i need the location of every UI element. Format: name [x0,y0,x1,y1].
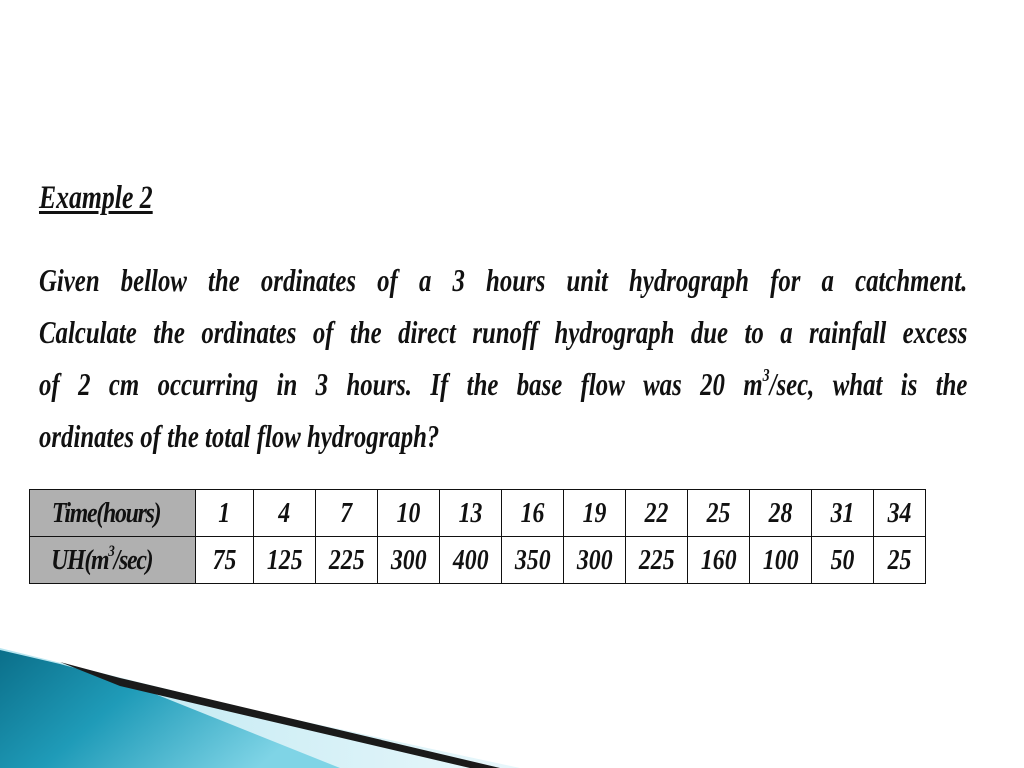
paragraph-word: ordinates [201,314,297,350]
paragraph-word: is [900,366,918,402]
paragraph-word: Given [39,262,100,298]
paragraph-word: Calculate [39,314,137,350]
paragraph-word: of [312,314,334,350]
paragraph-word: ordinates [260,262,356,298]
time-cell: 13 [440,490,502,537]
paragraph-word: of [39,366,60,402]
time-cell: 19 [564,490,626,537]
paragraph-word: a [418,262,432,298]
paragraph-word: hydrograph [554,314,675,350]
uh-cell: 100 [750,537,812,584]
time-cell: 31 [812,490,874,537]
paragraph-word: hydrograph [629,262,749,298]
paragraph-line-1 [39,258,967,310]
paragraph-word: the [349,314,382,350]
paragraph-word: a [821,262,834,298]
paragraph-word: cm [108,366,140,402]
unit-hydrograph-table [29,489,926,584]
paragraph-word: 3 [315,366,329,402]
paragraph-word: the [466,366,499,402]
paragraph-word: runoff [472,314,539,350]
paragraph-word: 3 [452,262,465,298]
time-hours-header: Time(hours) [30,490,196,537]
table-row-uh [30,537,926,584]
time-cell: 10 [378,490,440,537]
paragraph-word: what [832,366,883,402]
uh-cell: 350 [502,537,564,584]
paragraph-word: hours [486,262,546,298]
paragraph-word: bellow [120,262,187,298]
paragraph-word: 2 [78,366,91,402]
table-row-time [30,490,926,537]
paragraph-word: a [780,314,793,350]
paragraph-word: occurring [157,366,259,402]
uh-cell: 300 [564,537,626,584]
paragraph-line-4: ordinates of the total flow hydrograph? [39,418,440,454]
paragraph-word: for [770,262,801,298]
paragraph-word: base [516,366,563,402]
uh-cell: 25 [874,537,926,584]
time-cell: 28 [750,490,812,537]
example-heading: Example 2 [39,180,153,216]
paragraph-word: unit [566,262,608,298]
paragraph-word: flow [580,366,625,402]
uh-header: $UH(m^3/\sec)$ [30,537,196,584]
paragraph-word: $m^3/\sec$, [743,365,815,402]
uh-cell: 400 [440,537,502,584]
time-cell: 4 [254,490,316,537]
paragraph-word: the [153,314,185,350]
paragraph-word: was [643,366,682,402]
paragraph-word: hours. [346,366,412,402]
paragraph-word: If [430,366,449,402]
time-cell: 22 [626,490,688,537]
time-cell: 34 [874,490,926,537]
teal-wave-shape [0,650,340,768]
time-cell: 25 [688,490,750,537]
paragraph-word: to [744,314,764,350]
uh-cell: 225 [316,537,378,584]
paragraph-word: direct [398,314,456,350]
paragraph-line-2 [39,310,967,362]
uh-cell: 125 [254,537,316,584]
paragraph-word: the [208,262,240,298]
time-cell: 1 [196,490,254,537]
paragraph-word: in [276,366,298,402]
superscript-exponent: 3 [762,365,770,385]
uh-cell: 300 [378,537,440,584]
paragraph-word: catchment. [855,262,968,298]
paragraph-word: 20 [700,366,725,402]
slide-corner-decoration [0,640,1024,768]
paragraph-word: of [377,262,398,298]
uh-cell: 225 [626,537,688,584]
paragraph-word: due [690,314,729,350]
uh-cell: 75 [196,537,254,584]
uh-cell: 50 [812,537,874,584]
time-cell: 16 [502,490,564,537]
time-cell: 7 [316,490,378,537]
paragraph-word: excess [902,314,968,350]
uh-cell: 160 [688,537,750,584]
paragraph-word: rainfall [809,314,887,350]
problem-statement [39,258,967,466]
paragraph-word: the [935,366,968,402]
paragraph-line-3 [39,362,967,414]
